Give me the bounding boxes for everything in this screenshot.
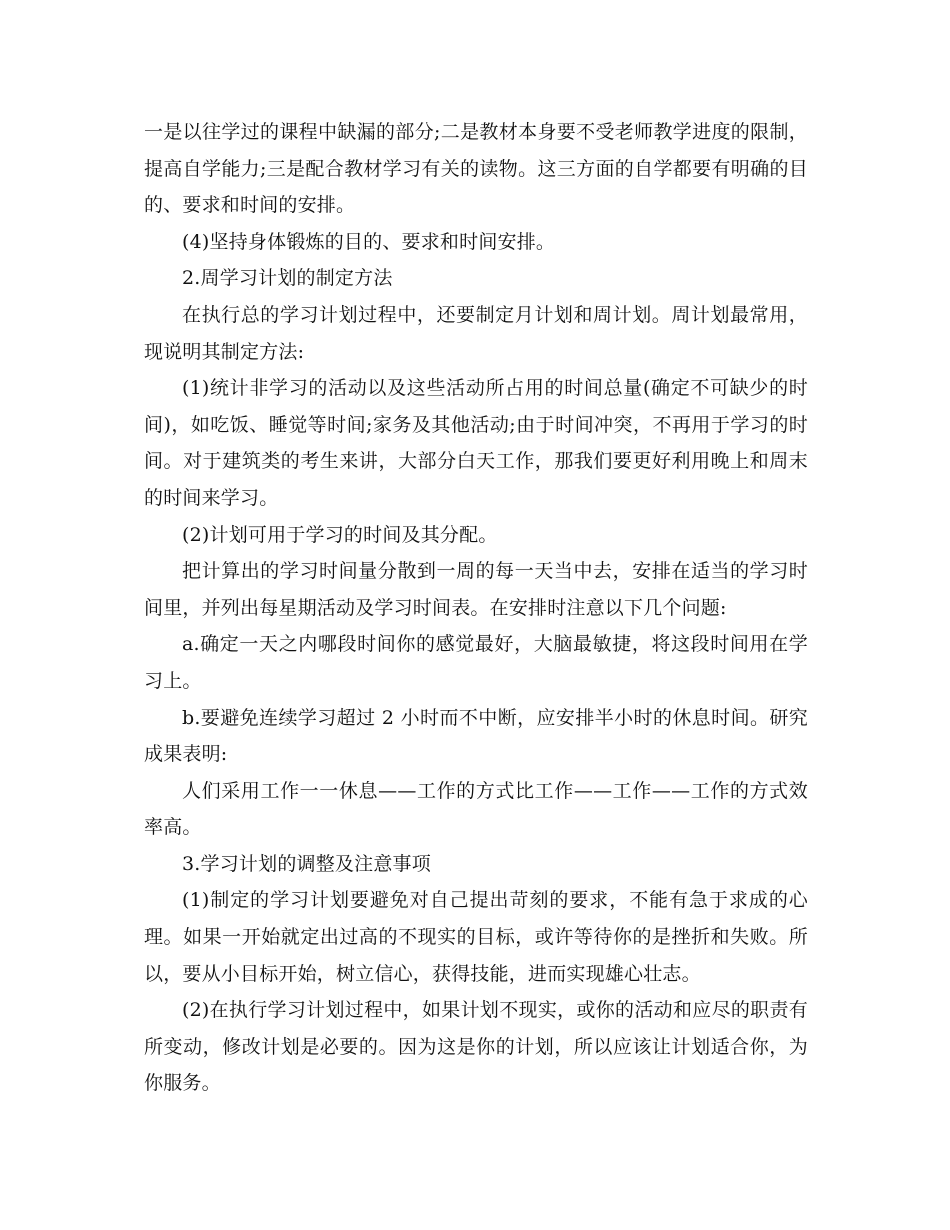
paragraph-10: 人们采用工作一一休息——工作的方式比工作——工作——工作的方式效率高。: [144, 779, 808, 839]
paragraph-9: b.要避免连续学习超过 2 小时而不中断，应安排半小时的休息时间。研究成果表明:: [144, 706, 808, 766]
paragraph-12: (1)制定的学习计划要避免对自己提出苛刻的要求，不能有急于求成的心理。如果一开始就定出过高的不现实的目标，或许等待你的是挫折和失败。所以，要从小目标开始，树立信心，获得技能，进而实现雄心壮志。: [144, 889, 808, 985]
paragraph-6: (2)计划可用于学习的时间及其分配。: [182, 523, 498, 546]
paragraph-8: a.确定一天之内哪段时间你的感觉最好，大脑最敏捷，将这段时间用在学习上。: [144, 633, 808, 692]
paragraph-1: 一是以往学过的课程中缺漏的部分;二是教材本身要不受老师教学进度的限制，提高自学能力;三是配合教材学习有关的读物。这三方面的自学都要有明确的目的、要求和时间的安排。: [144, 121, 808, 217]
section-heading-2: 2.周学习计划的制定方法: [182, 267, 393, 290]
paragraph-13: (2)在执行学习计划过程中，如果计划不现实，或你的活动和应尽的职责有所变动，修改计划是必要的。因为这是你的计划，所以应该让计划适合你，为你服务。: [144, 999, 808, 1095]
paragraph-7: 把计算出的学习时间量分散到一周的每一天当中去，安排在适当的学习时间里，并列出每星期活动及学习时间表。在安排时注意以下几个问题:: [144, 560, 808, 619]
paragraph-5: (1)统计非学习的活动以及这些活动所占用的时间总量(确定不可缺少的时间)，如吃饭、睡觉等时间;家务及其他活动;由于时间冲突，不再用于学习的时间。对于建筑类的考生来讲，大部分白天工作，那我们要更好利用晚上和周末的时间来学习。: [144, 377, 808, 509]
paragraph-4: 在执行总的学习计划过程中，还要制定月计划和周计划。周计划最常用，现说明其制定方法:: [144, 303, 808, 363]
section-heading-3: 3.学习计划的调整及注意事项: [182, 852, 431, 875]
document-body: [144, 114, 808, 1102]
paragraph-2: (4)坚持身体锻炼的目的、要求和时间安排。: [182, 230, 556, 253]
